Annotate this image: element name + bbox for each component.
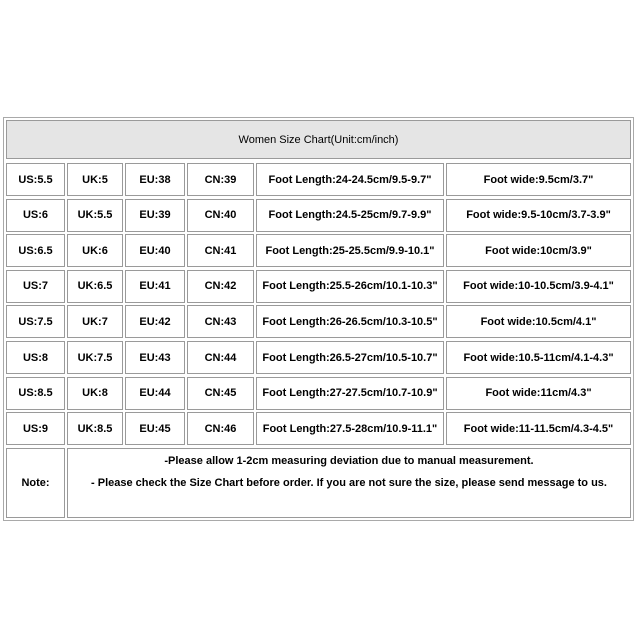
note-line-measuring-deviation: -Please allow 1-2cm measuring deviation due to manual measurement. [164, 454, 534, 467]
note-text [67, 448, 631, 518]
us-size-cell: US:8 [6, 341, 65, 374]
foot-wide-cell: Foot wide:10cm/3.9" [446, 234, 631, 267]
uk-size-cell: UK:6 [67, 234, 123, 267]
foot-wide-cell: Foot wide:11cm/4.3" [446, 377, 631, 410]
cn-size-cell: CN:40 [187, 199, 254, 232]
foot-wide-cell: Foot wide:11-11.5cm/4.3-4.5" [446, 412, 631, 445]
eu-size-cell: EU:42 [125, 305, 185, 338]
eu-size-cell: EU:44 [125, 377, 185, 410]
uk-size-cell: UK:7.5 [67, 341, 123, 374]
uk-size-cell: UK:8 [67, 377, 123, 410]
eu-size-cell: EU:45 [125, 412, 185, 445]
eu-size-cell: EU:39 [125, 199, 185, 232]
foot-length-cell: Foot Length:26-26.5cm/10.3-10.5" [256, 305, 444, 338]
foot-length-cell: Foot Length:26.5-27cm/10.5-10.7" [256, 341, 444, 374]
foot-wide-cell: Foot wide:10-10.5cm/3.9-4.1" [446, 270, 631, 303]
eu-size-cell: EU:40 [125, 234, 185, 267]
foot-length-cell: Foot Length:24.5-25cm/9.7-9.9" [256, 199, 444, 232]
foot-length-cell: Foot Length:24-24.5cm/9.5-9.7" [256, 163, 444, 196]
foot-length-cell: Foot Length:25.5-26cm/10.1-10.3" [256, 270, 444, 303]
eu-size-cell: EU:38 [125, 163, 185, 196]
cn-size-cell: CN:44 [187, 341, 254, 374]
note-line-check-size: - Please check the Size Chart before order. If you are not sure the size, please send message to us. [91, 476, 607, 489]
cn-size-cell: CN:46 [187, 412, 254, 445]
eu-size-cell: EU:41 [125, 270, 185, 303]
us-size-cell: US:7.5 [6, 305, 65, 338]
foot-length-cell: Foot Length:27.5-28cm/10.9-11.1" [256, 412, 444, 445]
size-chart-table [3, 117, 634, 521]
us-size-cell: US:6.5 [6, 234, 65, 267]
note-label: Note: [6, 448, 65, 518]
uk-size-cell: UK:8.5 [67, 412, 123, 445]
us-size-cell: US:6 [6, 199, 65, 232]
cn-size-cell: CN:41 [187, 234, 254, 267]
foot-wide-cell: Foot wide:9.5cm/3.7" [446, 163, 631, 196]
uk-size-cell: UK:5 [67, 163, 123, 196]
foot-wide-cell: Foot wide:10.5cm/4.1" [446, 305, 631, 338]
cn-size-cell: CN:39 [187, 163, 254, 196]
us-size-cell: US:7 [6, 270, 65, 303]
uk-size-cell: UK:5.5 [67, 199, 123, 232]
us-size-cell: US:5.5 [6, 163, 65, 196]
foot-wide-cell: Foot wide:9.5-10cm/3.7-3.9" [446, 199, 631, 232]
uk-size-cell: UK:7 [67, 305, 123, 338]
us-size-cell: US:8.5 [6, 377, 65, 410]
size-chart-title: Women Size Chart(Unit:cm/inch) [6, 120, 631, 159]
us-size-cell: US:9 [6, 412, 65, 445]
foot-length-cell: Foot Length:27-27.5cm/10.7-10.9" [256, 377, 444, 410]
cn-size-cell: CN:43 [187, 305, 254, 338]
foot-wide-cell: Foot wide:10.5-11cm/4.1-4.3" [446, 341, 631, 374]
cn-size-cell: CN:45 [187, 377, 254, 410]
uk-size-cell: UK:6.5 [67, 270, 123, 303]
eu-size-cell: EU:43 [125, 341, 185, 374]
cn-size-cell: CN:42 [187, 270, 254, 303]
foot-length-cell: Foot Length:25-25.5cm/9.9-10.1" [256, 234, 444, 267]
